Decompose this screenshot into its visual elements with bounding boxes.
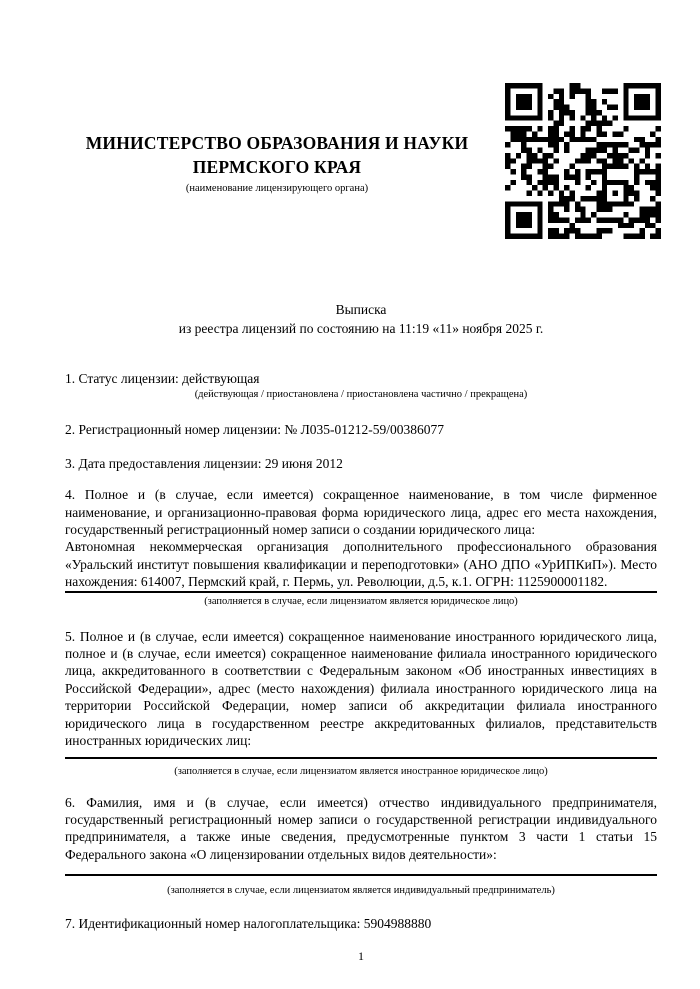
foreign-entity-caption: (заполняется в случае, если лицензиатом является иностранное юридическое лицо) [174, 765, 548, 777]
document-subtitle: из реестра лицензий по состоянию на 11:19 «11» ноября 2025 г. [178, 321, 544, 336]
field-legal-entity-question: 4. Полное и (в случае, если имеется) сокращенное наименование, в том числе фирменное наименование, и организационно-правовая форма юридического лица, адрес его места нахождения, государственный регистрационный номер записи о создании юридического лица: [65, 487, 657, 538]
legal-entity-underline [65, 591, 657, 593]
field-entrepreneur-question: 6. Фамилия, имя и (в случае, если имеется) отчество индивидуального предпринимателя, государственный регистрационный номер записи о государственной регистрации индивидуального предпринимателя, а также иные сведения, предусмотренные пунктом 3 части 1 статьи 15 Федерального закона «О лицензировании отдельных видов деятельности»: [65, 794, 657, 862]
field-license-grant-date: 3. Дата предоставления лицензии: 29 июня 2012 [65, 455, 343, 471]
field-foreign-entity-question: 5. Полное и (в случае, если имеется) сокращенное наименование иностранного юридического лица, полное и (в случае, если имеется) сокращенное наименование филиала иностранного юридического лица, аккредитованного в соответствии с Федеральным законом «Об иностранных инвестициях в Российской Федерации», адрес (место нахождения) филиала иностранного юридического лица на территории Российской Федерации, номер записи об аккредитации филиала иностранного юридического лица в государственном реестре аккредитованных филиалов, представительств иностранных юридических лиц: [65, 628, 657, 749]
ministry-name-line1: МИНИСТЕРСТВО ОБРАЗОВАНИЯ И НАУКИ [85, 133, 469, 153]
page-number: 1 [358, 948, 364, 963]
foreign-entity-blank-line [65, 757, 657, 759]
entrepreneur-blank-line [65, 874, 657, 876]
field-license-status: 1. Статус лицензии: действующая [65, 371, 260, 386]
field-taxpayer-number: 7. Идентификационный номер налогоплательщика: 5904988880 [65, 916, 432, 932]
ministry-name-line2: ПЕРМСКОГО КРАЯ [192, 157, 362, 177]
document-body [65, 0, 657, 964]
field-registration-number: 2. Регистрационный номер лицензии: № Л035-01212-59/00386077 [65, 422, 445, 438]
legal-entity-caption: (заполняется в случае, если лицензиатом является юридическое лицо) [204, 595, 518, 607]
field-legal-entity-answer: Автономная некоммерческая организация дополнительного профессионального образования «Уральский институт повышения квалификации и переподготовки» (АНО ДПО «УрИПКиП»). Место нахождения: 614007, Пермский край, г. Пермь, ул. Революции, д.5, к.1. ОГРН: 1125900001182. [65, 539, 657, 590]
ministry-caption: (наименование лицензирующего органа) [185, 183, 369, 194]
field-license-status-options: (действующая / приостановлена / приостановлена частично / прекращена) [194, 389, 528, 401]
document-title: Выписка [335, 302, 387, 317]
entrepreneur-caption: (заполняется в случае, если лицензиатом является индивидуальный предприниматель) [167, 885, 555, 897]
